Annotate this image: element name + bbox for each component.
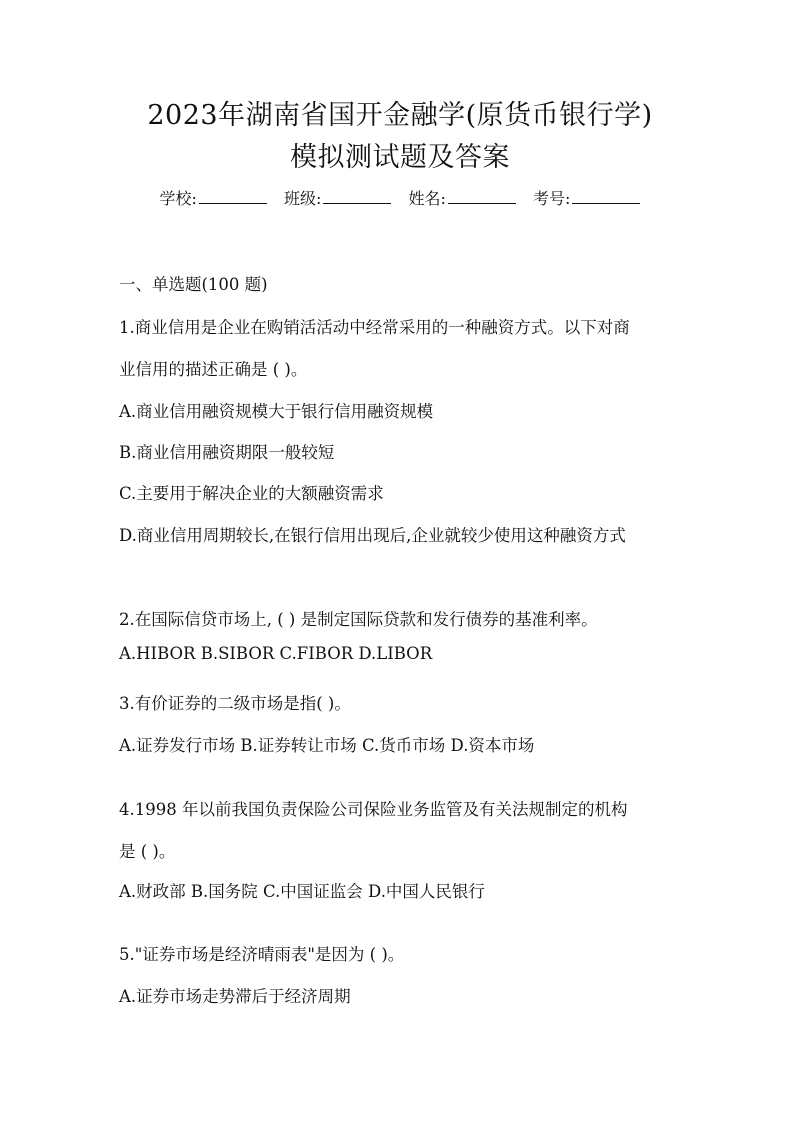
- question-1-option-b: B.商业信用融资期限一般较短: [119, 443, 335, 462]
- section-heading: 一、单选题(100 题): [119, 275, 268, 294]
- question-1-option-a: A.商业信用融资规模大于银行信用融资规模: [119, 402, 434, 421]
- class-blank: [323, 187, 391, 204]
- question-5-stem: 5."证券市场是经济晴雨表"是因为 ( )。: [119, 945, 405, 964]
- class-field: [284, 189, 391, 208]
- question-3-options: A.证券发行市场 B.证券转让市场 C.货币市场 D.资本市场: [119, 736, 535, 755]
- question-1-option-c: C.主要用于解决企业的大额融资需求: [119, 484, 384, 503]
- question-4-options: A.财政部 B.国务院 C.中国证监会 D.中国人民银行: [119, 882, 485, 901]
- school-blank: [199, 187, 267, 204]
- name-label: 姓名:: [408, 189, 446, 208]
- question-1-stem-line-2: 业信用的描述正确是 ( )。: [119, 360, 308, 379]
- question-4-stem-line-1: 4.1998 年以前我国负责保险公司保险业务监管及有关法规制定的机构: [119, 800, 628, 819]
- class-label: 班级:: [284, 189, 322, 208]
- question-5-option-a: A.证券市场走势滞后于经济周期: [119, 987, 351, 1006]
- question-1-option-d: D.商业信用周期较长,在银行信用出现后,企业就较少使用这种融资方式: [119, 526, 626, 545]
- document-title-line-1: 2023年湖南省国开金融学(原货币银行学): [147, 100, 653, 131]
- name-blank: [448, 187, 516, 204]
- school-field: [160, 189, 267, 208]
- question-4-stem-line-2: 是 ( )。: [119, 842, 176, 861]
- question-2-options: A.HIBOR B.SIBOR C.FIBOR D.LIBOR: [119, 644, 433, 663]
- question-2-stem: 2.在国际信贷市场上, ( ) 是制定国际贷款和发行债券的基准利率。: [119, 610, 598, 629]
- exam-number-label: 考号:: [533, 189, 571, 208]
- school-label: 学校:: [159, 189, 197, 208]
- document-title-line-2: 模拟测试题及答案: [290, 142, 510, 173]
- exam-number-field: [533, 189, 640, 208]
- question-1-stem-line-1: 1.商业信用是企业在购销活活动中经常采用的一种融资方式。以下对商: [119, 318, 630, 337]
- student-info-row: [0, 186, 800, 212]
- exam-number-blank: [572, 187, 640, 204]
- question-3-stem: 3.有价证券的二级市场是指( )。: [119, 694, 351, 713]
- name-field: [409, 189, 516, 208]
